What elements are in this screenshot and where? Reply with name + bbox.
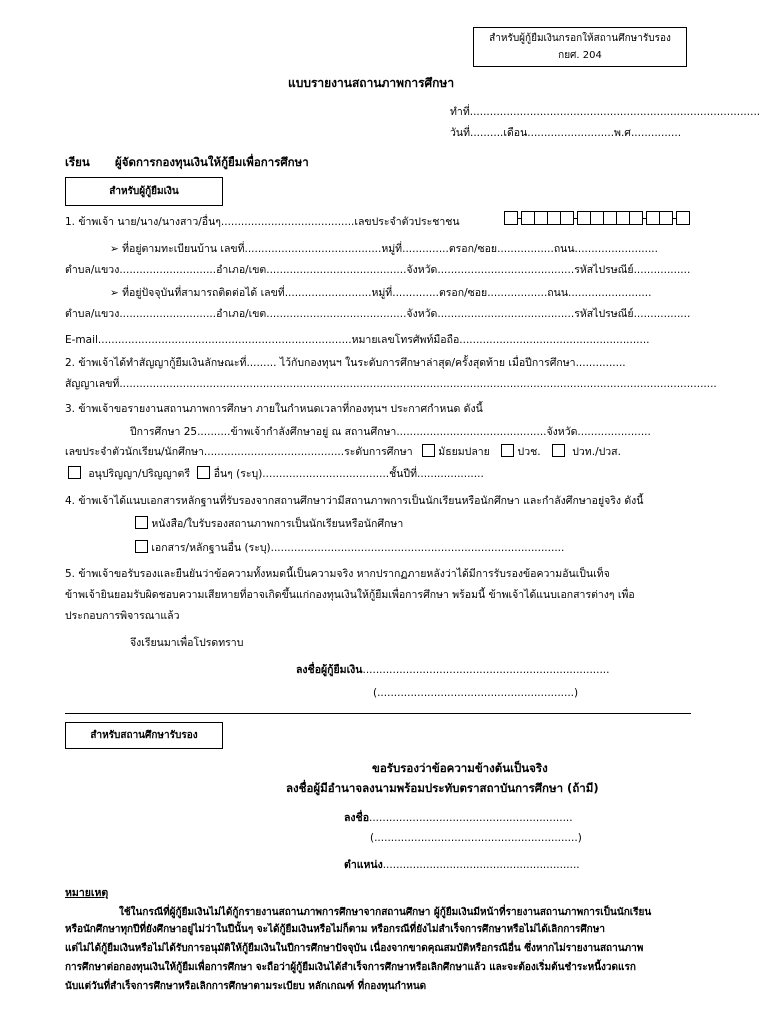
id-digit-box[interactable] xyxy=(676,211,690,225)
section4-option1 xyxy=(135,515,403,532)
id-digit-box[interactable] xyxy=(659,211,673,225)
citizen-id-boxes[interactable] xyxy=(505,211,690,225)
label-other-doc[interactable]: เอกสาร/หลักฐานอื่น (ระบุ)........................................................................................ xyxy=(151,542,565,554)
label-pvc: ปวช. xyxy=(517,446,541,458)
note-line5: นับแต่วันที่สำเร็จการศึกษาหรือเลิกการศึกษาตามระเบียบ หลักเกณฑ์ ที่กองทุนกำหนด xyxy=(65,981,427,992)
note-line1: ใช้ในกรณีที่ผู้กู้ยืมเงินไม่ได้กู้กรายงานสถานภาพการศึกษาจากสถานศึกษา ผู้กู้ยืมเงินมีหน้าที่รายงานสถานภาพการเป็นนักเรียน xyxy=(119,907,652,918)
certify-authority: ลงชื่อผู้มีอำนาจลงนามพร้อมประทับตราสถาบันการศึกษา (ถ้ามี) xyxy=(286,781,599,795)
borrower-signature-field[interactable]: .......................................................................... xyxy=(362,664,610,676)
email-phone-line[interactable]: E-mail............................................................................หมายเลขโทรศัพท์มือถือ......................................................... xyxy=(65,334,650,346)
id-digit-box[interactable] xyxy=(504,211,518,225)
borrower-signature-label: ลงชื่อผู้กู้ยืมเงิน xyxy=(296,664,363,676)
written-at-field[interactable]: ทำที่....................................................................................... xyxy=(450,106,761,118)
school-signer-name[interactable]: (.............................................................) xyxy=(370,832,582,844)
id-digit-box[interactable] xyxy=(646,211,660,225)
id-digit-box[interactable] xyxy=(560,211,574,225)
id-digit-box[interactable] xyxy=(521,211,535,225)
section1-name-line xyxy=(65,213,460,230)
salutation-recipient: ผู้จัดการกองทุนเงินให้กู้ยืมเพื่อการศึกษา xyxy=(115,155,309,169)
section5-line3: ประกอบการพิจารณาแล้ว xyxy=(65,610,180,622)
checkbox-other-doc[interactable] xyxy=(135,540,148,553)
form-code-note: สำหรับผู้กู้ยืมเงินกรอกให้สถานศึกษารับรอง xyxy=(489,33,671,44)
checkbox-upper-secondary[interactable] xyxy=(422,444,435,457)
note-label: หมายเหตุ xyxy=(65,887,109,899)
page-title: แบบรายงานสถานภาพการศึกษา xyxy=(288,76,455,90)
current-address-line[interactable]: ➢ ที่อยู่ปัจจุบันที่สามารถติดต่อได้ เลขที่..........................หมู่ที่..............ตรอก/ซอย..................ถนน......................... xyxy=(110,287,652,299)
checkbox-pvc[interactable] xyxy=(501,444,514,457)
school-signature-field[interactable]: ............................................................. xyxy=(369,812,573,824)
section3-student-id-line xyxy=(65,443,621,460)
section5-line2: ข้าพเจ้ายินยอมรับผิดชอบความเสียหายที่อาจเกิดขึ้นแก่กองทุนเงินให้กู้ยืมเพื่อการศึกษา พร้อมนี้ ข้าพเจ้าได้แนบเอกสารต่างๆ เพื่อ xyxy=(65,589,635,601)
section3-heading: 3. ข้าพเจ้าขอรายงานสถานภาพการศึกษา ภายในกำหนดเวลาที่กองทุนฯ ประกาศกำหนด ดังนี้ xyxy=(65,403,483,415)
id-digit-box[interactable] xyxy=(590,211,604,225)
date-field[interactable]: วันที่..........เดือน..........................พ.ศ............... xyxy=(450,127,682,139)
section4-option2 xyxy=(135,539,564,556)
section1-name-text: 1. ข้าพเจ้า นาย/นาง/นางสาว/อื่นๆ........................................เลขประจำตัวประชาชน xyxy=(65,216,460,228)
label-upper-secondary: มัธยมปลาย xyxy=(438,446,490,458)
certify-heading: ขอรับรองว่าข้อความข้างต้นเป็นจริง xyxy=(372,761,548,775)
school-signature-line xyxy=(344,809,573,826)
id-digit-box[interactable] xyxy=(577,211,591,225)
section5-line1: 5. ข้าพเจ้าขอรับรองและยืนยันว่าข้อความทั้งหมดนี้เป็นความจริง หากปรากฏภายหลังว่าได้มีการรับรองข้อความอันเป็นเท็จ xyxy=(65,568,610,580)
section3-school-line[interactable]: ปีการศึกษา 25..........ข้าพเจ้ากำลังศึกษาอยู่ ณ สถานศึกษา.............................................จังหวัด...................... xyxy=(130,426,651,438)
id-digit-box[interactable] xyxy=(603,211,617,225)
label-pvs: ปวท./ปวส. xyxy=(572,446,621,458)
form-code-box xyxy=(473,27,687,67)
note-line4: การศึกษาต่อกองทุนเงินให้กู้ยืมเพื่อการศึกษา จะถือว่าผู้กู้ยืมเงินได้สำเร็จการศึกษาหรือเลิกศึกษาแล้ว และจะต้องเริ่มต้นชำระหนี้งวดแรก xyxy=(65,962,636,973)
section-divider xyxy=(65,713,691,714)
registered-address-line[interactable]: ➢ ที่อยู่ตามทะเบียนบ้าน เลขที่.........................................หมู่ที่..............ตรอก/ซอย.................ถนน......................... xyxy=(110,243,658,255)
school-position-field[interactable]: ........................................................... xyxy=(382,859,580,871)
section2-line1[interactable]: 2. ข้าพเจ้าได้ทำสัญญากู้ยืมเงินลักษณะที่......... ไว้กับกองทุนฯ ในระดับการศึกษาล่าสุด/ครั้งสุดท้าย เมื่อปีการศึกษา............... xyxy=(65,357,626,369)
borrower-name-field[interactable]: (...........................................................) xyxy=(373,687,579,699)
school-position-line xyxy=(344,856,580,873)
borrower-signature-line xyxy=(296,661,609,678)
current-address-line2[interactable]: ตำบล/แขวง.............................อำเภอ/เขต..........................................จังหวัด.........................................รหัสไปรษณีย์................. xyxy=(65,308,691,320)
checkbox-degree[interactable] xyxy=(68,466,81,479)
borrower-section-label: สำหรับผู้กู้ยืมเงิน xyxy=(65,177,223,206)
registered-address-line2[interactable]: ตำบล/แขวง.............................อำเภอ/เขต..........................................จังหวัด.........................................รหัสไปรษณีย์................. xyxy=(65,264,691,276)
school-signature-label: ลงชื่อ xyxy=(344,812,369,824)
form-code: กยศ. 204 xyxy=(558,50,602,61)
closing-text: จึงเรียนมาเพื่อโปรดทราบ xyxy=(130,637,244,649)
note-line2: หรือนักศึกษาทุกปีที่ยังศึกษาอยู่ไม่ว่าในปีนั้นๆ จะได้กู้ยืมเงินหรือไม่ก็ตาม หรือกรณีที่ยังไม่สำเร็จการศึกษาหรือไม่ได้เลิกการศึกษา xyxy=(65,924,605,935)
school-section-label: สำหรับสถานศึกษารับรอง xyxy=(65,722,223,749)
section4-heading: 4. ข้าพเจ้าได้แนบเอกสารหลักฐานที่รับรองจากสถานศึกษาว่ามีสถานภาพการเป็นนักเรียนหรือนักศึกษา และกำลังศึกษาอยู่จริง ดังนี้ xyxy=(65,495,644,507)
note-line3: แต่ไม่ได้กู้ยืมเงินหรือไม่ได้รับการอนุมัติให้กู้ยืมเงินในปีการศึกษาปัจจุบัน เนื่องจากขาดคุณสมบัติหรือกรณีอื่น ซึ่งหากไม่รายงานสถานภาพ xyxy=(65,943,644,954)
student-id-field[interactable]: เลขประจำตัวนักเรียน/นักศึกษา..........................................ระดับการศึกษา xyxy=(65,446,413,458)
school-position-label: ตำแหน่ง xyxy=(344,859,383,871)
label-other-level[interactable]: อื่นๆ (ระบุ)......................................ชั้นปีที่.................... xyxy=(213,468,484,480)
salutation-label: เรียน xyxy=(65,155,90,169)
id-digit-box[interactable] xyxy=(534,211,548,225)
section3-level-line2 xyxy=(68,465,484,482)
checkbox-certificate[interactable] xyxy=(135,516,148,529)
label-degree: อนุปริญญา/ปริญญาตรี xyxy=(88,468,191,480)
checkbox-other-level[interactable] xyxy=(197,466,210,479)
id-digit-box[interactable] xyxy=(547,211,561,225)
checkbox-pvs[interactable] xyxy=(552,444,565,457)
id-digit-box[interactable] xyxy=(629,211,643,225)
id-digit-box[interactable] xyxy=(616,211,630,225)
section2-contract-no[interactable]: สัญญาเลขที่................................................................................................................................................................................... xyxy=(65,378,717,390)
label-certificate: หนังสือ/ใบรับรองสถานภาพการเป็นนักเรียนหรือนักศึกษา xyxy=(151,518,404,530)
